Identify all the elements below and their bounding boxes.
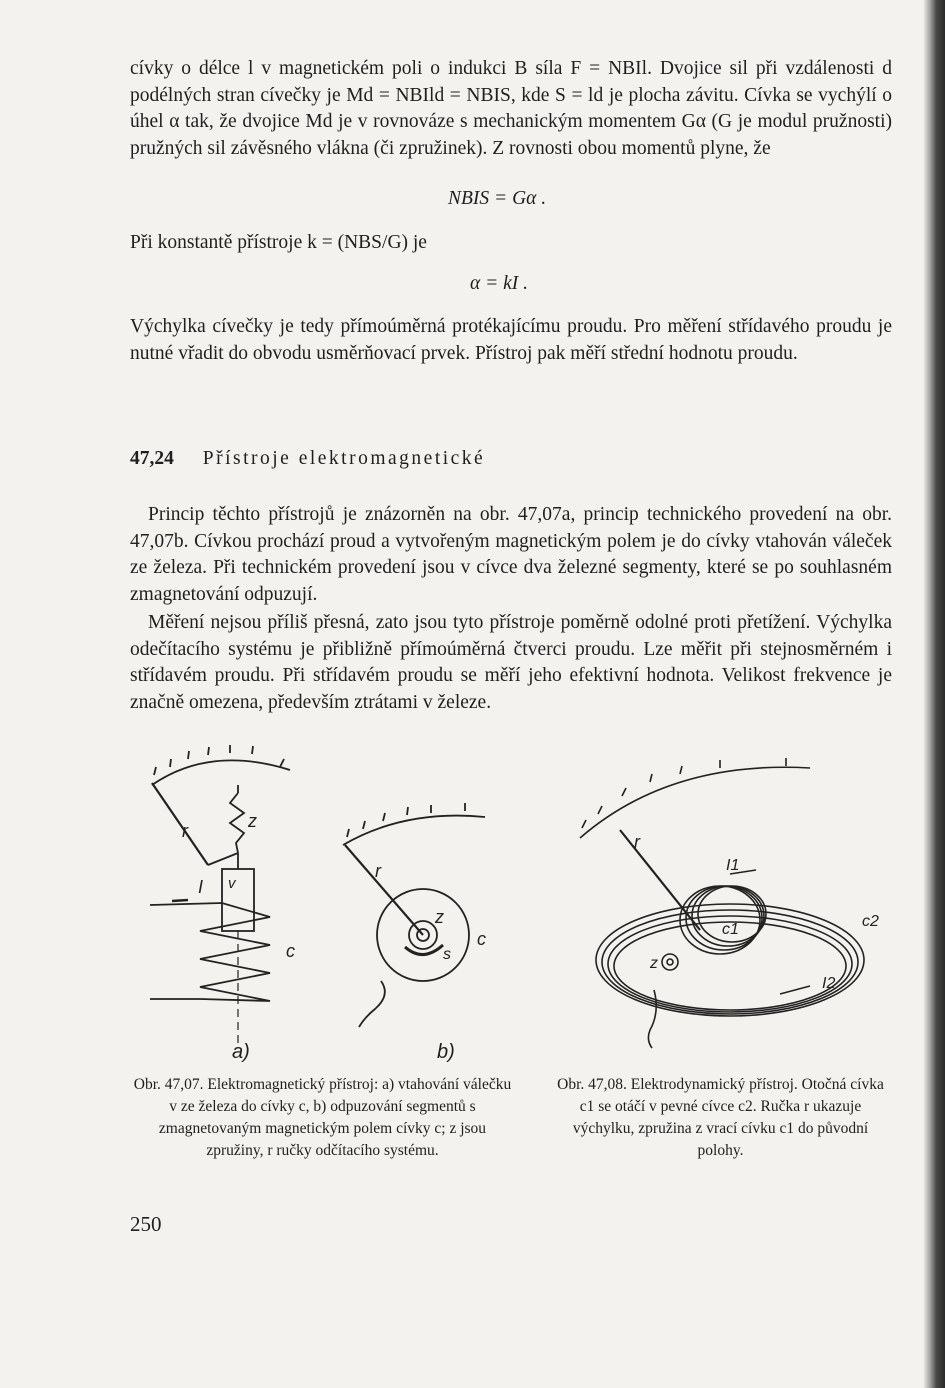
sublabel-a: a) bbox=[232, 1041, 250, 1063]
section-heading bbox=[130, 448, 485, 470]
paragraph-1 bbox=[130, 56, 892, 162]
constant-line: Při konstantě přístroje k = (NBS/G) je bbox=[130, 232, 427, 253]
equation-1: NBIS = Gα . bbox=[448, 188, 547, 209]
label-c2-08: c2 bbox=[862, 913, 879, 930]
caption-47-07: Obr. 47,07. Elektromagnetický přístroj: a) vtahování válečku v ze železa do cívky c, b) odpuzování segmentů s zmagnetovaným magnetickým polem cívky c; z jsou zpružiny, r ručky odčítacího systému. bbox=[133, 1076, 512, 1159]
equation-2: α = kI . bbox=[470, 273, 529, 294]
figure-47-08-drawing bbox=[570, 750, 890, 1060]
label-i2-08: I2 bbox=[822, 975, 836, 992]
figure-47-07a-drawing bbox=[140, 745, 320, 1065]
label-c1-08: c1 bbox=[722, 921, 739, 938]
label-i1-08: I1 bbox=[726, 857, 740, 874]
label-i-a: I bbox=[198, 877, 204, 897]
label-z-a: z bbox=[248, 811, 257, 831]
scale-arc-b bbox=[343, 816, 485, 845]
label-s-b: s bbox=[443, 946, 451, 963]
section-number: 47,24 bbox=[130, 448, 174, 469]
wire-b bbox=[359, 981, 385, 1027]
figure-47-07a bbox=[140, 745, 320, 1065]
coil-c-a bbox=[150, 903, 270, 1001]
page-number: 250 bbox=[130, 1212, 162, 1236]
paragraph-2-text: Výchylka cívečky je tedy přímoúměrná protékajícímu proudu. Pro měření střídavého proudu je nutné vřadit do obvodu usměrňovací prvek. Přístroj pak měří střední hodnotu proudu. bbox=[130, 316, 892, 364]
scale-arc-08 bbox=[580, 767, 810, 838]
section-title: Přístroje elektromagnetické bbox=[202, 448, 486, 469]
label-z-08: z bbox=[650, 955, 658, 972]
pointer-a bbox=[152, 783, 208, 865]
sublabel-b: b) bbox=[437, 1041, 455, 1063]
scale-arc-a bbox=[152, 760, 290, 785]
paragraph-3-text: Princip těchto přístrojů je znázorněn na obr. 47,07a, princip technického provedení na obr. 47,07b. Cívkou prochází proud a vytvořeným magnetickým polem je do cívky vtahován váleček ze železa. Při technickém provedení jsou v cívce dva železné segmenty, které se po souhlasném zmagnetování odpuzují. bbox=[130, 504, 892, 605]
spring-a bbox=[230, 793, 244, 853]
label-r-b: r bbox=[375, 861, 381, 881]
figure-47-07b-drawing bbox=[335, 795, 505, 1055]
spring-z-08 bbox=[662, 954, 678, 970]
paragraph-4-text: Měření nejsou příliš přesná, zato jsou tyto přístroje poměrně odolné proti přetížení. Výchylka odečítacího systému je přibližně přímoúměrná čtverci proudu. Lze měřit při stejnosměrném i střídavém proudu. Při střídavém proudu se měří jeho efektivní hodnota. Velikost frekvence je značně omezena, především ztrátami v železe. bbox=[130, 612, 892, 713]
figure-47-08 bbox=[570, 750, 890, 1060]
label-c-a: c bbox=[286, 941, 295, 961]
paragraph-3 bbox=[130, 502, 892, 608]
label-v-a: v bbox=[228, 875, 236, 892]
label-c-b: c bbox=[477, 929, 486, 949]
book-spine-shadow bbox=[923, 0, 945, 1388]
pointer-08 bbox=[620, 830, 700, 930]
label-r-08: r bbox=[634, 832, 640, 852]
label-z-b: z bbox=[435, 907, 444, 927]
paragraph-1-text: cívky o délce l v magnetickém poli o indukci B síla F = NBIl. Dvojice sil při vzdálenosti d podélných stran cívečky je Md = NBIld = NBIS, kde S = ld je plocha závitu. Cívka se vychýlí o úhel α tak, že dvojice Md je v rovnováze s mechanickým momentem Gα (G je modul pružnosti) pružných sil závěsného vlákna (či zpružinek). Z rovnosti obou momentů plyne, že bbox=[130, 58, 892, 159]
caption-47-08: Obr. 47,08. Elektrodynamický přístroj. Otočná cívka c1 se otáčí v pevné cívce c2. Ručka r ukazuje výchylku, zpružina z vrací cívku c1 do původní polohy. bbox=[557, 1076, 884, 1159]
paragraph-4 bbox=[130, 610, 892, 716]
paragraph-2 bbox=[130, 314, 892, 367]
coil-c1 bbox=[680, 886, 766, 954]
figure-47-07b bbox=[335, 795, 505, 1063]
label-r-a: r bbox=[182, 821, 188, 841]
